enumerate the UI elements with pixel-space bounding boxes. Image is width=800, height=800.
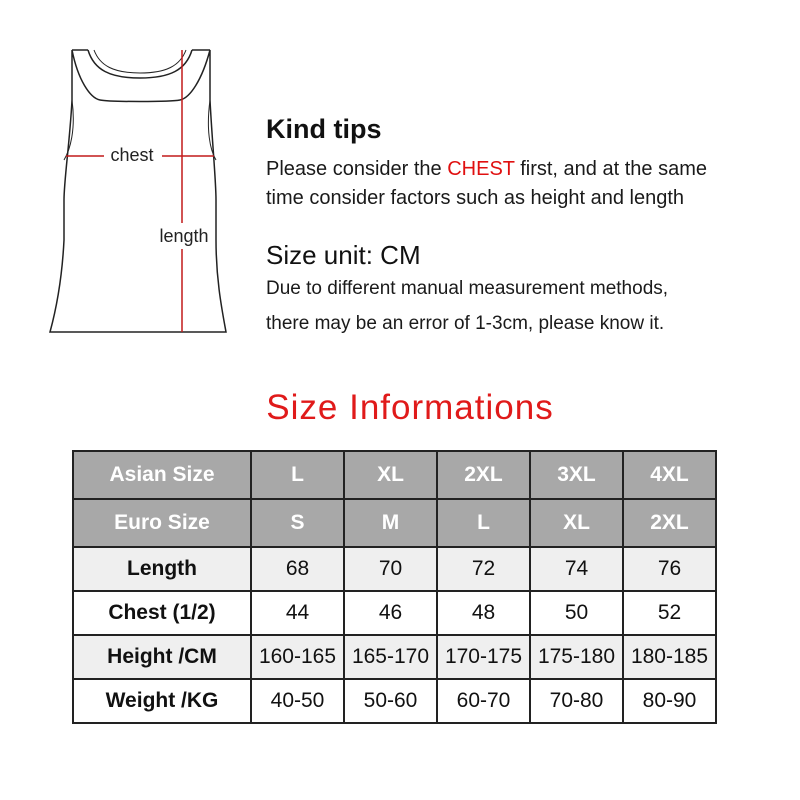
table-cell: 175-180 [530,635,623,679]
height-row [73,635,716,679]
table-cell: 44 [251,591,344,635]
table-cell: 4XL [623,451,716,499]
size-table [72,450,717,724]
table-cell: S [251,499,344,547]
chest-label: chest [110,145,154,165]
table-cell: 76 [623,547,716,591]
kind-tips-line-1-post: first, and at the same [514,158,707,180]
table-cell: 68 [251,547,344,591]
table-cell: 74 [530,547,623,591]
table-cell: 50-60 [344,679,437,723]
table-cell: 46 [344,591,437,635]
table-cell: 165-170 [344,635,437,679]
euro-size-row [73,499,716,547]
table-cell: 40-50 [251,679,344,723]
row-label: Height /CM [73,635,251,679]
table-cell: 170-175 [437,635,530,679]
table-cell: XL [530,499,623,547]
chest-highlight: CHEST [447,158,515,180]
table-cell: 72 [437,547,530,591]
table-cell: 52 [623,591,716,635]
row-label: Asian Size [73,451,251,499]
chest-row [73,591,716,635]
table-cell: 160-165 [251,635,344,679]
table-cell: 60-70 [437,679,530,723]
row-label: Weight /KG [73,679,251,723]
row-label: Euro Size [73,499,251,547]
table-cell: L [251,451,344,499]
table-cell: L [437,499,530,547]
table-cell: 80-90 [623,679,716,723]
asian-size-row [73,451,716,499]
table-cell: 180-185 [623,635,716,679]
table-cell: 70-80 [530,679,623,723]
table-cell: 2XL [623,499,716,547]
size-unit-line-2: there may be an error of 1-3cm, please know it. [266,313,665,334]
kind-tips-line-1-pre: Please consider the [266,158,448,180]
table-cell: 3XL [530,451,623,499]
weight-row [73,679,716,723]
tank-top-diagram [40,40,240,340]
row-label: Length [73,547,251,591]
table-cell: 70 [344,547,437,591]
length-label: length [159,226,209,246]
length-row [73,547,716,591]
table-cell: 50 [530,591,623,635]
table-cell: XL [344,451,437,499]
size-unit-line-1: Due to different manual measurement methods, [266,278,669,299]
size-unit-title: Size unit: CM [266,240,421,270]
table-cell: M [344,499,437,547]
table-cell: 2XL [437,451,530,499]
row-label: Chest (1/2) [73,591,251,635]
kind-tips-title: Kind tips [266,114,382,144]
kind-tips-line-2: time consider factors such as height and length [266,187,685,209]
size-informations-title: Size Informations [266,388,554,427]
kind-tips-line-1 [266,158,707,181]
table-cell: 48 [437,591,530,635]
